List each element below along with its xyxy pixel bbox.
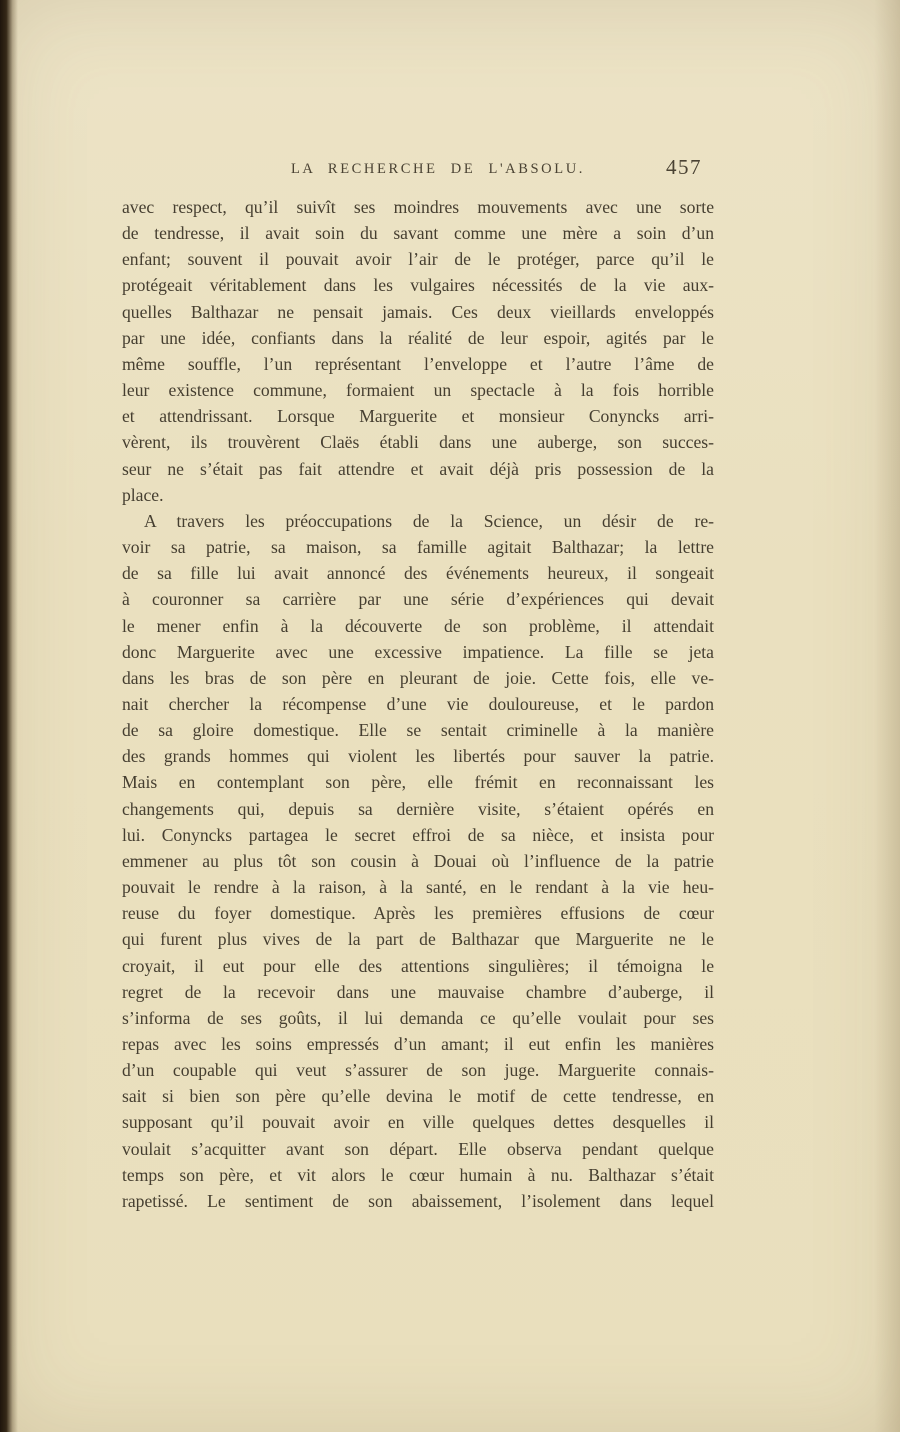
text-line: lui. Conyncks partagea le secret effroi de sa nièce, et insista pour: [122, 824, 714, 845]
text-line: pouvait le rendre à la raison, à la santé, en le rendant à la vie heu-: [122, 877, 714, 898]
text-line: sait si bien son père qu’elle devina le motif de cette tendresse, en: [122, 1086, 714, 1107]
text-line: place.: [122, 484, 164, 505]
text-line: dans les bras de son père en pleurant de joie. Cette fois, elle ve-: [122, 667, 714, 688]
text-line: leur existence commune, formaient un spectacle à la fois horrible: [122, 380, 714, 401]
text-line: avec respect, qu’il suivît ses moindres mouvements avec une sorte: [122, 197, 714, 217]
paragraph: [122, 194, 714, 508]
text-line: repas avec les soins empressés d’un amant; il eut enfin les manières: [122, 1034, 714, 1054]
right-edge-shade: [874, 0, 900, 1432]
text-line: qui furent plus vives de la part de Balthazar que Marguerite ne le: [122, 929, 714, 950]
text-line: enfant; souvent il pouvait avoir l’air de le protéger, parce qu’il le: [122, 249, 714, 270]
text-line: changements qui, depuis sa dernière visite, s’étaient opérés en: [122, 798, 714, 819]
text-line: temps son père, et vit alors le cœur humain à nu. Balthazar s’était: [122, 1164, 714, 1185]
paragraph: [122, 508, 714, 1214]
text-line: supposant qu’il pouvait avoir en ville quelques dettes desquelles il: [122, 1112, 714, 1133]
text-line: donc Marguerite avec une excessive impatience. La fille se jeta: [122, 641, 714, 662]
page-body: [122, 194, 714, 1214]
text-line: A travers les préoccupations de la Science, un désir de re-: [144, 510, 714, 531]
text-line: et attendrissant. Lorsque Marguerite et monsieur Conyncks arri-: [122, 406, 714, 427]
text-line: reuse du foyer domestique. Après les premières effusions de cœur: [122, 903, 714, 924]
text-line: d’un coupable qui veut s’assurer de son juge. Marguerite connais-: [122, 1060, 714, 1081]
text-line: de sa gloire domestique. Elle se sentait criminelle à la manière: [122, 720, 714, 741]
text-line: seur ne s’était pas fait attendre et avait déjà pris possession de la: [122, 458, 714, 479]
text-line: des grands hommes qui violent les libertés pour sauver la patrie.: [122, 746, 714, 767]
text-line: croyait, il eut pour elle des attentions singulières; il témoigna le: [122, 955, 714, 976]
text-line: Mais en contemplant son père, elle frémit en reconnaissant les: [122, 772, 714, 793]
text-line: voir sa patrie, sa maison, sa famille agitait Balthazar; la lettre: [122, 537, 714, 558]
text-line: le mener enfin à la découverte de son problème, il attendait: [122, 615, 714, 636]
text-line: quelles Balthazar ne pensait jamais. Ces deux vieillards enveloppés: [122, 301, 714, 322]
text-line: emmener au plus tôt son cousin à Douai où l’influence de la patrie: [122, 850, 714, 871]
text-line: rapetissé. Le sentiment de son abaissement, l’isolement dans lequel: [122, 1190, 714, 1211]
text-line: regret de la recevoir dans une mauvaise chambre d’auberge, il: [122, 981, 714, 1002]
text-line: de sa fille lui avait annoncé des événements heureux, il songeait: [122, 563, 714, 584]
running-header: [122, 155, 714, 186]
page-number: 457: [666, 155, 702, 179]
text-line: à couronner sa carrière par une série d’expériences qui devait: [122, 589, 714, 610]
text-line: voulait s’acquitter avant son départ. Elle observa pendant quelque: [122, 1138, 714, 1159]
text-line: s’informa de ses goûts, il lui demanda ce qu’elle voulait pour ses: [122, 1007, 714, 1028]
header-title: LA RECHERCHE DE L'ABSOLU.: [290, 161, 586, 177]
text-line: protégeait véritablement dans les vulgaires nécessités de la vie aux-: [122, 275, 714, 296]
text-line: nait chercher la récompense d’une vie douloureuse, et le pardon: [122, 693, 714, 714]
text-line: de tendresse, il avait soin du savant comme une mère a soin d’un: [122, 223, 714, 244]
text-line: vèrent, ils trouvèrent Claës établi dans une auberge, son succes-: [122, 432, 714, 453]
text-line: même souffle, l’un représentant l’enveloppe et l’autre l’âme de: [122, 353, 714, 374]
text-block: [122, 155, 714, 1214]
text-line: par une idée, confiants dans la réalité de leur espoir, agités par le: [122, 327, 714, 348]
binding-edge-shadow: [0, 0, 18, 1432]
